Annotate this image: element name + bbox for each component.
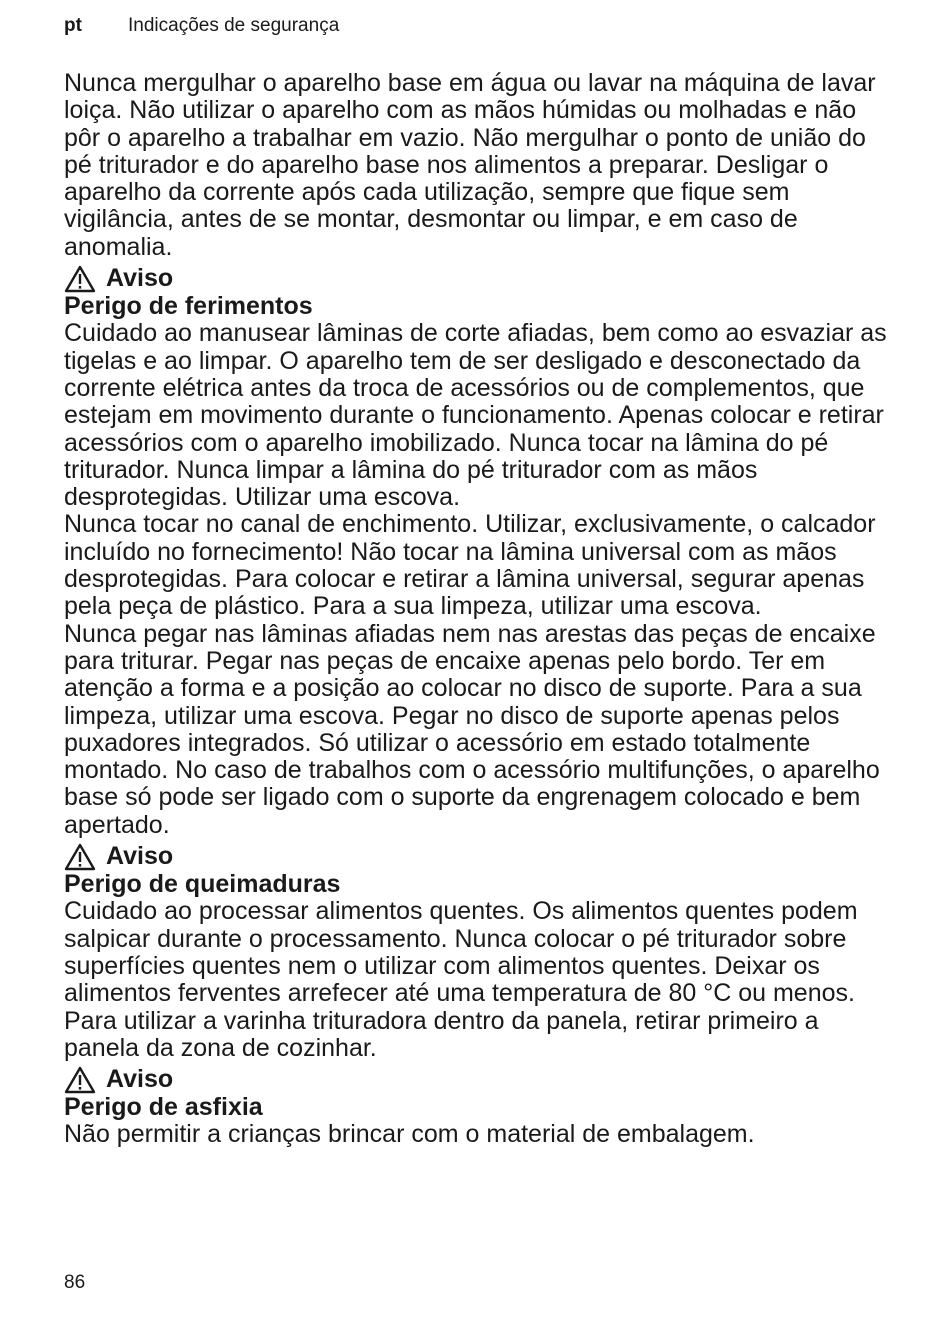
warning-heading <box>64 843 894 871</box>
warning-block-injury <box>64 265 894 839</box>
warning-paragraph: Nunca pegar nas lâminas afiadas nem nas arestas das peças de encaixe para triturar. Pegar nas peças de encaixe apenas pelo bordo. Ter em atenção a forma e a posição ao colocar no disco de suporte. Para a sua limpeza, utilizar uma escova. Pegar no disco de suporte apenas pelos puxadores integrados. Só utilizar o acessório em estado totalmente montado. No caso de trabalhos com o acessório multifunções, o aparelho base só pode ser ligado com o suporte da engrenagem colocado e bem apertado. <box>64 619 880 839</box>
warning-block-burns <box>64 843 894 1062</box>
warning-heading <box>64 265 894 293</box>
warning-label: Aviso <box>106 842 174 871</box>
warning-paragraph: Nunca tocar no canal de enchimento. Utilizar, exclusivamente, o calcador incluído no fornecimento! Não tocar na lâmina universal com as mãos desprotegidas. Para colocar e retirar a lâmina universal, segurar apenas pela peça de plástico. Para a sua limpeza, utilizar uma escova. <box>64 510 876 621</box>
warning-triangle-icon <box>64 265 96 293</box>
warning-paragraph: Cuidado ao processar alimentos quentes. Os alimentos quentes podem salpicar durante o processamento. Nunca colocar o pé triturador sobre superfícies quentes nem o utilizar com alimentos quentes. Deixar os alimentos ferventes arrefecer até uma temperatura de 80 °C ou menos. Para utilizar a varinha trituradora dentro da panela, retirar primeiro a panela da zona de cozinhar. <box>64 897 858 1062</box>
warning-label: Aviso <box>106 264 174 293</box>
warning-paragraph: Cuidado ao manusear lâminas de corte afiadas, bem como ao esvaziar as tigelas e ao limpar. O aparelho tem de ser desligado e desconectado da corrente elétrica antes da troca de acessórios ou de complementos, que estejam em movimento durante o funcionamento. Apenas colocar e retirar acessórios com o aparelho imobilizado. Nunca tocar na lâmina do pé triturador. Nunca limpar a lâmina do pé triturador com as mãos desprotegidas. Utilizar uma escova. <box>64 319 887 512</box>
safety-content <box>64 70 894 1149</box>
warning-triangle-icon <box>64 1066 96 1094</box>
warning-triangle-icon <box>64 843 96 871</box>
warning-paragraph: Não permitir a crianças brincar com o material de embalagem. <box>64 1120 755 1149</box>
danger-title: Perigo de asfixia <box>64 1093 263 1122</box>
page-number: 86 <box>64 1272 86 1293</box>
warning-label: Aviso <box>106 1065 174 1094</box>
section-title: Indicações de segurança <box>128 15 340 36</box>
warning-heading <box>64 1066 894 1094</box>
page-header <box>64 14 339 38</box>
danger-title: Perigo de queimaduras <box>64 870 341 899</box>
intro-paragraph: Nunca mergulhar o aparelho base em água ou lavar na máquina de lavar loiça. Não utilizar o aparelho com as mãos húmidas ou molhadas e não pôr o aparelho a trabalhar em vazio. Não mergulhar o ponto de união do pé triturador e do aparelho base nos alimentos a preparar. Desligar o aparelho da corrente após cada utilização, sempre que fique sem vigilância, antes de se montar, desmontar ou limpar, e em caso de anomalia. <box>64 69 876 261</box>
language-code: pt <box>64 15 82 36</box>
danger-title: Perigo de ferimentos <box>64 292 313 321</box>
warning-block-suffocation <box>64 1066 894 1149</box>
